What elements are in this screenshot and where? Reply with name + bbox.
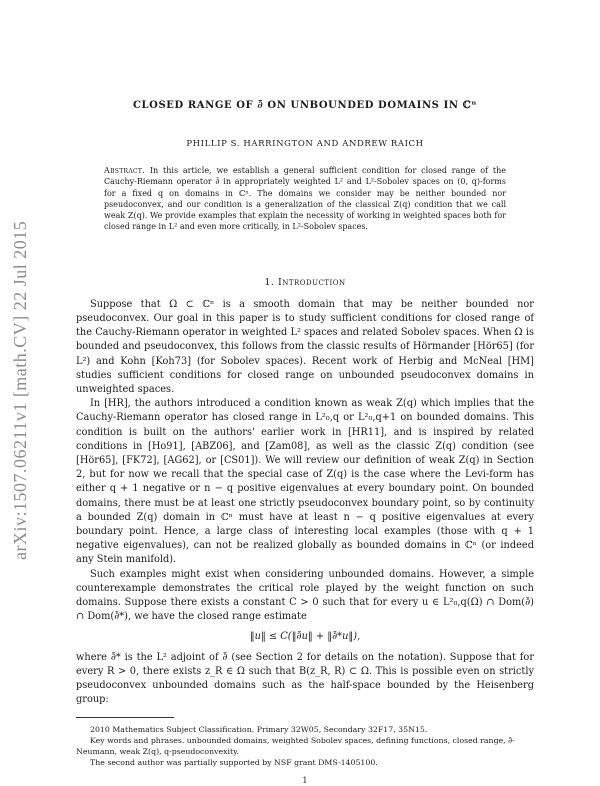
paper-title: CLOSED RANGE OF ∂̄ ON UNBOUNDED DOMAINS IN ℂⁿ <box>132 100 478 111</box>
section-heading <box>76 277 534 288</box>
section-number: 1. <box>264 276 275 288</box>
paragraph: Suppose that Ω ⊂ ℂⁿ is a smooth domain that may be neither bounded nor pseudoconvex. Our goal in this paper is to study sufficient conditions for closed range of the Cauchy-Riemann operator in weighted L² spaces and related Sobolev spaces. When Ω is bounded and pseudoconvex, this follows from the classic results of Hörmander [Hör65] (for L²) and Kohn [Koh73] (for Sobolev spaces). Recent work of Herbig and McNeal [HM] studies sufficient conditions for closed range on unbounded pseudoconvex domains in unweighted spaces. <box>76 298 534 395</box>
paragraph: where ∂̄* is the L² adjoint of ∂̄ (see Section 2 for details on the notation). Suppose that for every R > 0, there exists z_R ∈ Ω such that B(z_R, R) ⊂ Ω. This is possible even on strictly pseudoconvex unbounded domains such as the half-space bounded by the Heisenberg group: <box>76 651 534 706</box>
paragraph: Such examples might exist when considering unbounded domains. However, a simple counterexample demonstrates the critical role played by the weight function on such domains. Suppose there exists a constant C > 0 such that for every u ∈ L²₀,q(Ω) ∩ Dom(∂̄) ∩ Dom(∂̄*), we have the closed range estimate <box>76 568 534 623</box>
equation: ‖u‖ ≤ C(‖∂̄u‖ + ‖∂̄*u‖), <box>249 631 361 643</box>
footnotes <box>76 724 534 768</box>
section-title: Introduction <box>277 276 346 288</box>
footnote-divider <box>76 717 174 718</box>
paragraph: In [HR], the authors introduced a condition known as weak Z(q) which implies that the Cauchy-Riemann operator has closed range in L²₀,q or L²₀,q+1 on bounded domains. This condition is built on the authors' earlier work in [HR11], and is inspired by related conditions in [Ho91], [ABZ06], and [Zam08], as well as the classic Z(q) condition (see [Hör65], [FK72], [AG62], or [CS01]). We will review our definition of weak Z(q) in Section 2, but for now we recall that the special case of Z(q) is the case where the Levi-form has either q + 1 negative or n − q positive eigenvalues at every boundary point. On bounded domains, there must be at least one strictly pseudoconvex boundary point, so by continuity a bounded Z(q) domain in ℂⁿ must have at least n − q positive eigenvalues at every boundary point. Hence, a large class of interesting local examples (those with q + 1 negative eigenvalues), can not be realized globally as bounded domains in ℂⁿ (or indeed any Stein manifold). <box>76 398 534 566</box>
paper-page <box>76 100 534 786</box>
body-text <box>76 298 534 708</box>
footnote: Key words and phrases. unbounded domains, weighted Sobolev spaces, defining functions, closed range, ∂̄-Neumann, weak Z(q), q-pseudoconvexity. <box>76 736 515 757</box>
arxiv-identifier: arXiv:1507.06211v1 [math.CV] 22 Jul 2015 <box>10 220 30 560</box>
footnote: 2010 Mathematics Subject Classification. Primary 32W05, Secondary 32F17, 35N15. <box>90 725 428 735</box>
abstract <box>76 165 534 233</box>
page-number: 1 <box>302 776 308 786</box>
author-list: PHILLIP S. HARRINGTON AND ANDREW RAICH <box>186 139 424 149</box>
abstract-text: In this article, we establish a general sufficient condition for closed range of the Cauchy-Riemann operator ∂̄ in appropriately weighted L² and L²-Sobolev spaces on (0, q)-forms for a fixed q on domains in ℂⁿ. The domains we consider may be neither bounded nor pseudoconvex, and our condition is a generalization of the classical Z(q) condition that we call weak Z(q). We provide examples that explain the necessity of working in weighted spaces both for closed range in L² and even more critically, in L²-Sobolev spaces. <box>104 166 506 232</box>
abstract-label: Abstract. <box>104 166 145 175</box>
footnote: The second author was partially supported by NSF grant DMS-1405100. <box>90 758 378 768</box>
